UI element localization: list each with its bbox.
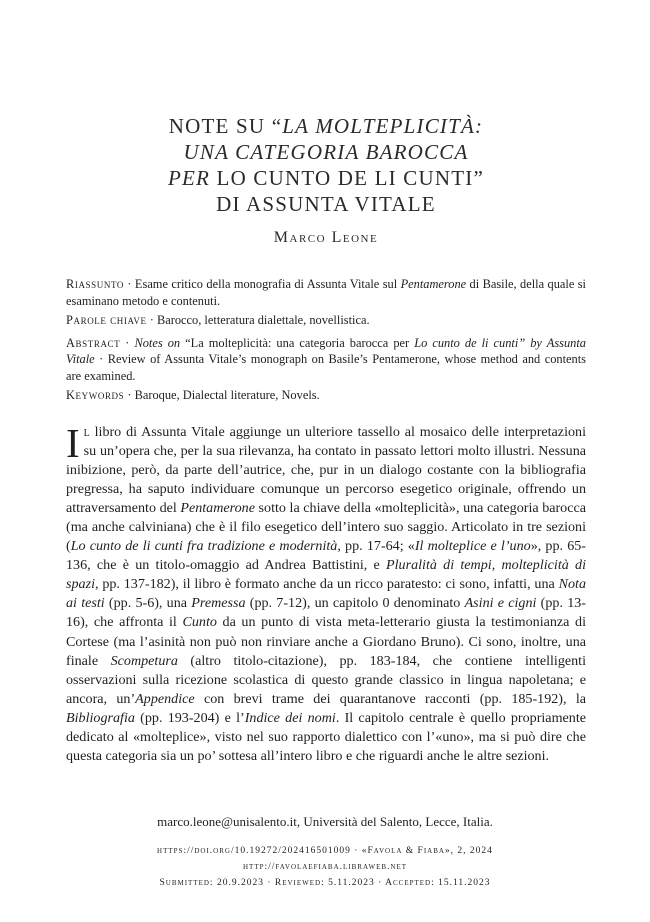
parole-paragraph [66,312,586,329]
body-span: libro di Assunta Vitale aggiunge un ulteriore tassello al mosaico delle interpretazioni su un’opera che, per la sua rilevanza, ha contato in passato lettori molto illustri. Nessuna inibizione, però, da parte dell’autrice, che, pur in un dialogo costante con la bibliografia pregressa, ha saputo individuare comunque un percorso esegetico originale, offrendo un attraversamento del [66,423,586,516]
abstract-text: “La molteplicità: una categoria barocca per [180,335,415,350]
author-name: Marco Leone [273,229,379,246]
title-text: DI ASSUNTA VITALE [216,192,436,216]
abstract-label: Abstract [66,335,121,350]
body-italic: Premessa [191,595,246,612]
title-line-3 [66,165,586,191]
body-italic: Nota ai testi [66,576,586,612]
body-italic: Il molteplice e l’uno [414,538,531,555]
separator: · [146,313,157,327]
body-text [66,419,587,767]
body-italic: Lo cunto de li cunti fra tradizione e modernità [70,538,338,555]
article-title [66,113,586,217]
riassunto-text: di Basile, della quale si esaminano metodo e contenuti. [66,277,587,308]
body-span: (pp. 13-16), che affronta il [66,595,586,631]
author-affiliation: marco.leone@unisalento.it, Università del Salento, Lecce, Italia. [157,814,493,829]
body-italic: Pluralità di tempi, molteplicità di spazi [66,557,587,593]
title-line-4 [66,191,586,217]
body-italic: Cunto [182,614,217,631]
journal-url: http://favolaefiaba.libraweb.net [242,862,407,872]
body-italic: Appendice [135,690,195,707]
body-span: sotto la chiave della «molteplicità», una categoria barocca (ma anche calviniana) che è il filo esegetico dell’intero suo saggio. Articolato in tre sezioni ( [66,499,587,555]
body-italic: Bibliografia [66,709,135,726]
title-text: NOTE SU “ [168,114,283,138]
title-line-1 [66,113,586,139]
drop-cap: I [66,419,80,466]
lead-small-caps: l [83,423,90,440]
keywords-paragraph [66,387,586,404]
body-italic: Pentamerone [180,499,255,516]
body-span: da un punto di vista meta-letterario giusta la testimonianza di Cortese (ma l’asinità non può non rinviare anche a Giordano Bruno). Ci sono, inoltre, una finale [66,614,587,669]
separator: · [124,277,135,291]
title-italic: PER [168,166,211,190]
riassunto-paragraph [66,276,586,309]
body-italic: Asini e cigni [464,595,537,612]
riassunto-label: Riassunto [66,277,125,291]
body-span: . Il capitolo centrale è quello propriamente dedicato al «molteplice», visto nel suo rapporto dialettico con l’«uno», ma si può dire che questa categoria sia un po’ sottesa all’intero libro e che riguardi anche le altre sezioni. [66,709,586,765]
abstract-paragraph [66,335,586,385]
body-span: (altro titolo-citazione), pp. 183-184, che contiene intelligenti osservazioni sulla ricezione scolastica di questo grande classico in lingua napoletana; e ancora, un’ [66,652,586,707]
separator: · [120,335,135,350]
abstracts-block [66,276,586,404]
riassunto-italic: Pentamerone [400,277,467,291]
parole-label: Parole chiave [66,313,147,327]
abstract-italic: Notes on [134,335,181,350]
keywords-label: Keywords [66,388,125,402]
body-italic: Indice dei nomi [244,709,336,726]
body-span: , pp. 17-64; « [337,538,415,555]
title-italic: UNA CATEGORIA BAROCCA [183,140,469,164]
body-span: (pp. 7-12), un capitolo 0 denominato [245,595,465,612]
body-span: (pp. 5-6), una [104,595,192,612]
abstract-text: · Review of Assunta Vitale’s monograph on Basile’s Pentamerone, whose method and contents are examined. [66,352,586,383]
separator: · [124,388,135,402]
abstract-italic: Lo cunto de li cunti” by Assunta Vitale [66,335,586,366]
riassunto-text: Esame critico della monografia di Assunta Vitale sul [134,277,401,291]
article-page [66,0,586,766]
body-span: (pp. 193-204) e l’ [134,709,245,726]
body-paragraph [66,419,587,767]
body-italic: Scompetura [110,652,178,669]
submission-dates: Submitted: 20.9.2023 · Reviewed: 5.11.2023 · Accepted: 15.11.2023 [159,878,491,888]
title-text: LO CUNTO DE LI CUNTI” [210,166,484,190]
body-span: », pp. 65-136, che è un titolo-omaggio ad Andrea Battistini, e [66,538,586,574]
title-italic: LA MOLTEPLICITÀ: [282,114,484,138]
parole-text: Barocco, letteratura dialettale, novellistica. [156,313,370,327]
body-span: con brevi trame dei quarantanove racconti (pp. 185-192), la [194,690,586,707]
title-line-2 [66,139,586,165]
body-span: , pp. 137-182), il libro è formato anche da un ricco paratesto: ci sono, infatti, una [94,576,559,593]
keywords-text: Baroque, Dialectal literature, Novels. [134,388,320,402]
doi-line: https://doi.org/10.19272/202416501009 · «Favola & Fiaba», 2, 2024 [157,846,493,856]
